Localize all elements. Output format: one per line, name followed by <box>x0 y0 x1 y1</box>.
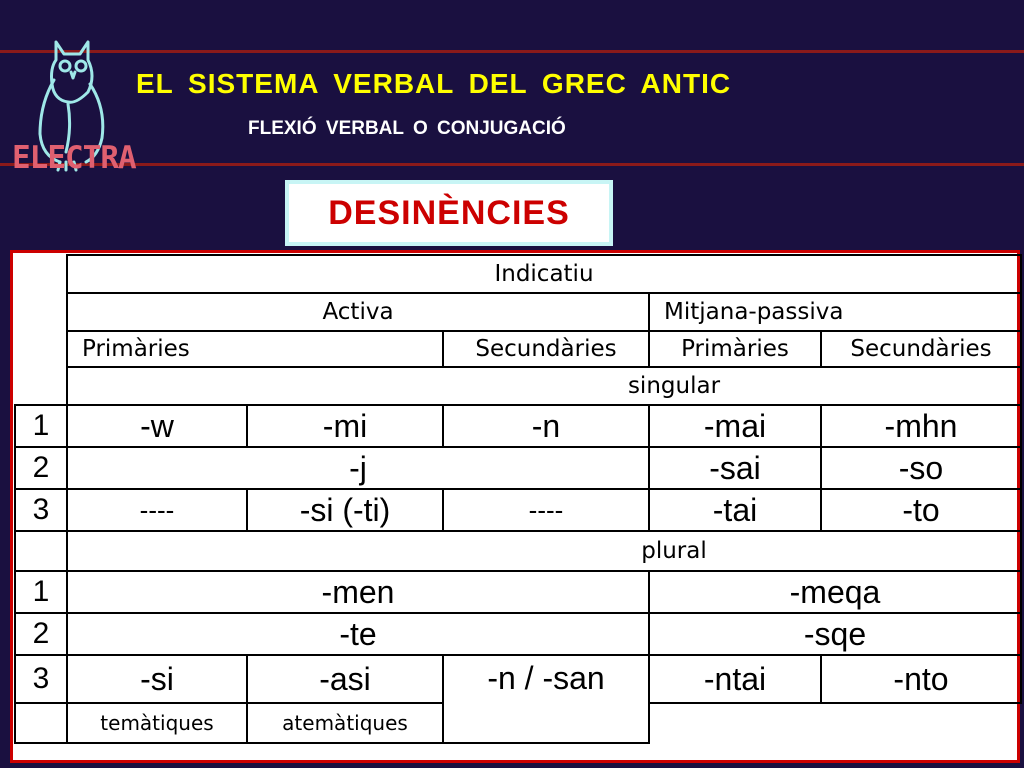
page-title: EL SISTEMA VERBAL DEL GREC ANTIC <box>136 68 732 99</box>
ending-cell: -tai <box>649 489 821 531</box>
ending-cell: ---- <box>67 489 247 531</box>
mood-header: Indicatiu <box>67 255 1021 293</box>
top-rule <box>0 50 1024 53</box>
ending-cell: -w <box>67 405 247 447</box>
ending-cell: -men <box>67 571 649 613</box>
bottom-rule <box>0 163 1024 166</box>
ending-cell: -si (-ti) <box>247 489 443 531</box>
table-row <box>15 255 1021 293</box>
ending-cell: -mhn <box>821 405 1021 447</box>
table-row <box>15 405 1021 447</box>
voice-active-header: Activa <box>67 293 649 331</box>
ending-cell: -ntai <box>649 655 821 703</box>
corner-cell <box>15 255 67 405</box>
athematic-label: atemàtiques <box>247 703 443 743</box>
logo-text: ELECTRA <box>12 140 136 176</box>
person-cell: 1 <box>15 405 67 447</box>
table-row <box>15 489 1021 531</box>
page-subtitle: FLEXIÓ VERBAL O CONJUGACIÓ <box>248 118 566 139</box>
ending-cell: -n <box>443 405 649 447</box>
primaries-active-header: Primàries <box>67 331 443 367</box>
person-cell: 2 <box>15 613 67 655</box>
ending-cell: -sai <box>649 447 821 489</box>
thematic-label: temàtiques <box>67 703 247 743</box>
section-heading-box <box>285 180 613 246</box>
secondaries-middle-header: Secundàries <box>821 331 1021 367</box>
endings-table <box>14 254 1022 744</box>
ending-cell: -asi <box>247 655 443 703</box>
number-singular-header: singular <box>67 367 1021 405</box>
ending-cell: -nto <box>821 655 1021 703</box>
primaries-middle-header: Primàries <box>649 331 821 367</box>
number-plural-header: plural <box>67 531 1021 571</box>
table-row <box>15 331 1021 367</box>
table-row <box>15 447 1021 489</box>
person-cell: 3 <box>15 655 67 703</box>
empty-cell <box>649 703 1021 743</box>
voice-middle-header: Mitjana-passiva <box>649 293 1021 331</box>
table-row <box>15 293 1021 331</box>
ending-cell: -so <box>821 447 1021 489</box>
ending-cell: -mi <box>247 405 443 447</box>
person-cell <box>15 703 67 743</box>
ending-cell: -sqe <box>649 613 1021 655</box>
person-cell <box>15 531 67 571</box>
secondaries-active-header: Secundàries <box>443 331 649 367</box>
ending-cell: -to <box>821 489 1021 531</box>
ending-cell: ---- <box>443 489 649 531</box>
table-row <box>15 571 1021 613</box>
person-cell: 2 <box>15 447 67 489</box>
ending-cell: -si <box>67 655 247 703</box>
person-cell: 1 <box>15 571 67 613</box>
table-row <box>15 367 1021 405</box>
ending-cell: -mai <box>649 405 821 447</box>
ending-cell: -meqa <box>649 571 1021 613</box>
person-cell: 3 <box>15 489 67 531</box>
section-heading: DESINÈNCIES <box>328 193 570 232</box>
ending-cell: -te <box>67 613 649 655</box>
table-row <box>15 531 1021 571</box>
ending-cell: -n / -san <box>443 655 649 743</box>
table-row <box>15 655 1021 703</box>
ending-cell: -j <box>67 447 649 489</box>
table-row <box>15 613 1021 655</box>
